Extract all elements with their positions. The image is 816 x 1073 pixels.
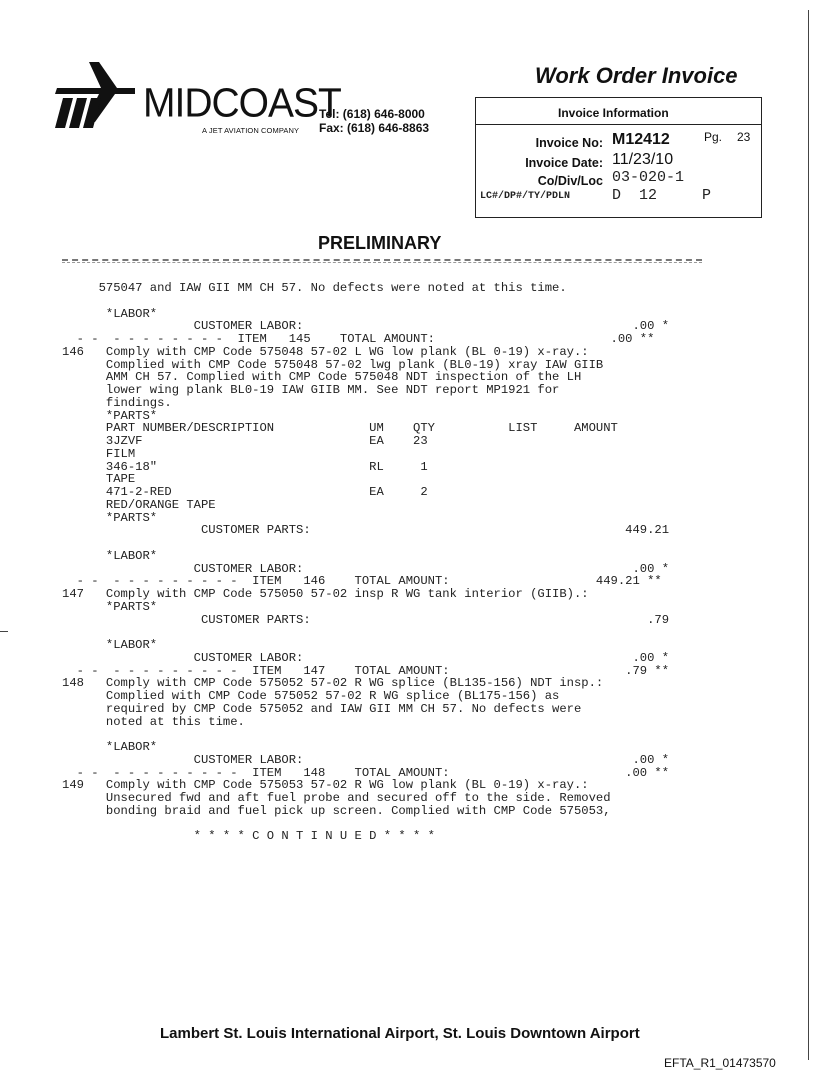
body-line: required by CMP Code 575052 and IAW GII MM CH 57. No defects were <box>62 701 582 716</box>
body-line: 575047 and IAW GII MM CH 57. No defects were noted at this time. <box>62 281 567 295</box>
invoice-number-label: Invoice No: <box>535 136 603 150</box>
body-line: 346-18" RL 1 <box>62 459 428 474</box>
body-line: 471-2-RED EA 2 <box>62 485 428 499</box>
body-line: *LABOR* <box>62 740 158 754</box>
page-edge-rule <box>808 10 809 1060</box>
company-tagline: A JET AVIATION COMPANY <box>202 126 300 135</box>
body-line: - - - - - - - - - - - ITEM 146 TOTAL AMOUNT: 449.21 ** <box>62 574 662 589</box>
body-line: CUSTOMER PARTS: 449.21 <box>62 523 670 538</box>
body-line: *LABOR* <box>62 638 158 652</box>
margin-tick <box>0 631 8 632</box>
document-title: Work Order Invoice <box>535 63 738 88</box>
invoice-date: 11/23/10 <box>612 151 674 168</box>
body-line: RED/ORANGE TAPE <box>62 497 216 512</box>
body-line: noted at this time. <box>62 714 245 729</box>
body-line: 146 Comply with CMP Code 575048 57-02 L WG low plank (BL 0-19) x-ray.: <box>62 344 589 359</box>
body-line: TAPE <box>62 472 136 487</box>
body-line: 149 Comply with CMP Code 575053 57-02 R WG low plank (BL 0-19) x-ray.: <box>62 778 589 793</box>
body-line: bonding braid and fuel pick up screen. Complied with CMP Code 575053, <box>62 803 611 818</box>
body-line: CUSTOMER LABOR: .00 * <box>62 319 670 334</box>
body-line: CUSTOMER LABOR: .00 * <box>62 561 670 576</box>
body-line: *LABOR* <box>62 306 158 321</box>
phone-number: Tel: (618) 646-8000 <box>319 107 425 121</box>
body-line: AMM CH 57. Complied with CMP Code 575048 NDT inspection of the LH <box>62 370 582 385</box>
invoice-info-heading: Invoice Information <box>558 106 669 120</box>
body-line: Complied with CMP Code 575052 57-02 R WG splice (BL175-156) as <box>62 689 560 703</box>
body-line: Complied with CMP Code 575048 57-02 lwg plank (BL0-19) xray IAW GIIB <box>62 357 604 372</box>
separator-line-secondary <box>62 262 702 263</box>
body-line: PART NUMBER/DESCRIPTION UM QTY LIST AMOUNT <box>62 421 618 436</box>
page-label: Pg. <box>704 130 723 144</box>
body-line: *LABOR* <box>62 548 158 563</box>
document-id: EFTA_R1_01473570 <box>664 1056 776 1070</box>
body-line: Unsecured fwd and aft fuel probe and secured off to the side. Removed <box>62 791 611 805</box>
body-line: - - - - - - - - - - - ITEM 148 TOTAL AMOUNT: .00 ** <box>62 765 670 780</box>
footer-locations: Lambert St. Louis International Airport, St. Louis Downtown Airport <box>160 1025 640 1042</box>
status-preliminary: PRELIMINARY <box>318 233 442 253</box>
body-line: - - - - - - - - - - - ITEM 147 TOTAL AMOUNT: .79 ** <box>62 663 670 678</box>
body-line: CUSTOMER PARTS: .79 <box>62 612 670 627</box>
body-line: * * * * C O N T I N U E D * * * * <box>62 829 435 844</box>
codivloc-value: 03-020-1 <box>612 169 685 186</box>
body-line: 148 Comply with CMP Code 575052 57-02 R WG splice (BL135-156) NDT insp.: <box>62 676 604 691</box>
body-line: 147 Comply with CMP Code 575050 57-02 insp R WG tank interior (GIIB).: <box>62 587 589 601</box>
invoice-number: M12412 <box>612 131 670 148</box>
body-line: 3JZVF EA 23 <box>62 434 428 448</box>
page-number: 23 <box>737 130 751 144</box>
body-line: CUSTOMER LABOR: .00 * <box>62 650 670 665</box>
body-line: *PARTS* <box>62 599 158 614</box>
company-name: MIDCOAST <box>143 80 341 127</box>
fax-number: Fax: (618) 646-8863 <box>319 121 430 135</box>
body-line: FILM <box>62 446 136 461</box>
separator-line <box>62 259 702 261</box>
body-line: findings. <box>62 395 172 410</box>
codivloc-label: Co/Div/Loc <box>537 174 603 188</box>
body-line: lower wing plank BL0-19 IAW GIIB MM. See NDT report MP1921 for <box>62 383 560 397</box>
body-line: - - - - - - - - - - ITEM 145 TOTAL AMOUNT: .00 ** <box>62 332 655 346</box>
lc-dp-ty-pdln-label: LC#/DP#/TY/PDLN <box>480 191 571 202</box>
body-line: *PARTS* <box>62 510 158 525</box>
lc-dp-ty-pdln-value: D 12 P <box>612 187 712 204</box>
invoice-date-label: Invoice Date: <box>525 156 603 170</box>
body-line: CUSTOMER LABOR: .00 * <box>62 752 670 767</box>
body-line: *PARTS* <box>62 408 158 423</box>
jet-logo-icon <box>55 62 135 128</box>
